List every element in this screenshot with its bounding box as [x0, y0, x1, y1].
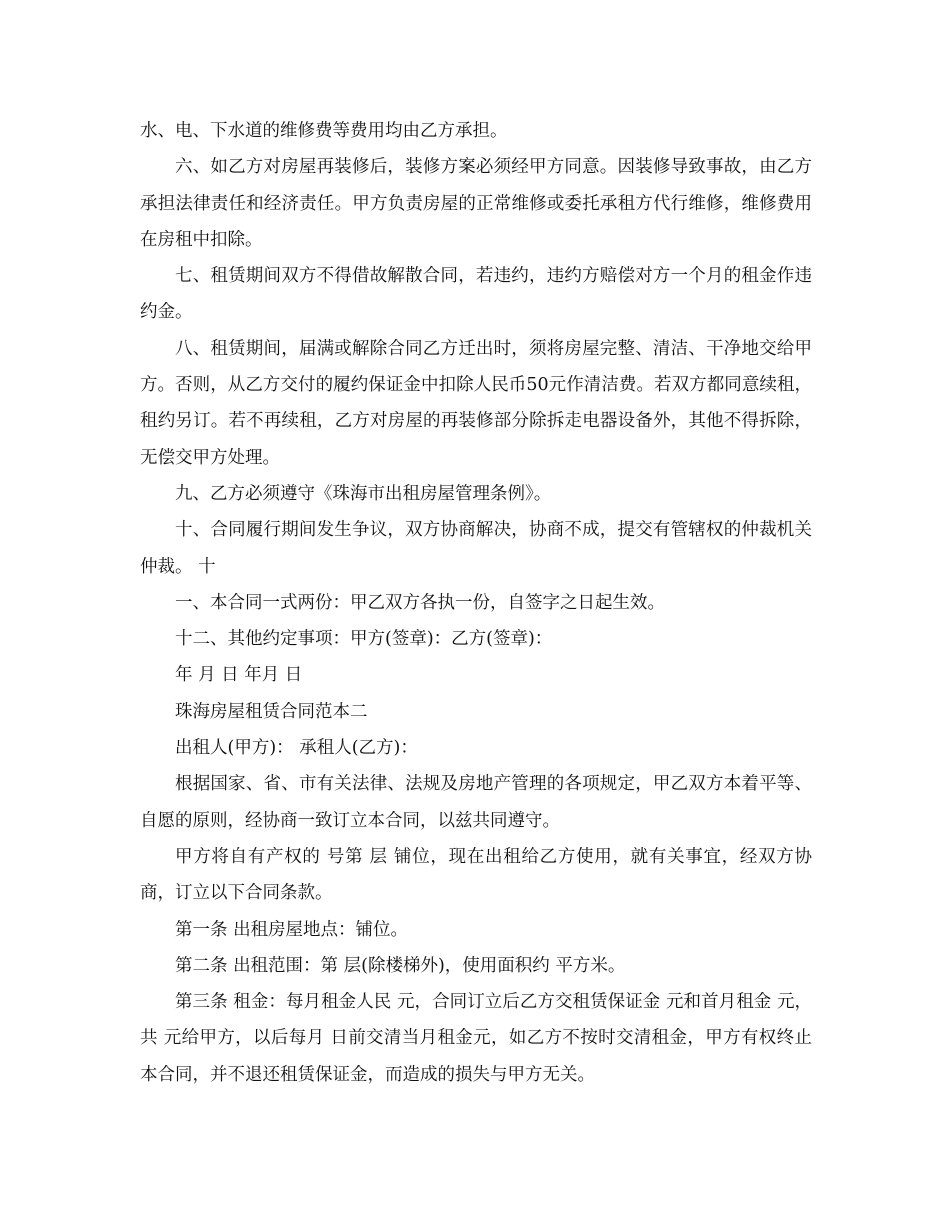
document-body — [140, 113, 812, 1093]
paragraph-article-1: 第一条 出租房屋地点：铺位。 — [175, 919, 409, 940]
paragraph-preamble: 根据国家、省、市有关法律、法规及房地产管理的各项规定，甲乙双方本着平等、自愿的原则，经协商一致订立本合同，以兹共同遵守。 — [140, 774, 812, 831]
paragraph-clause-12: 十二、其他约定事项：甲方(签章)：乙方(签章)： — [175, 629, 553, 650]
paragraph-clause-6: 六、如乙方对房屋再装修后，装修方案必须经甲方同意。因装修导致事故，由乙方承担法律责任和经济责任。甲方负责房屋的正常维修或委托承租方代行维修，维修费用在房租中扣除。 — [140, 157, 812, 250]
paragraph-article-2: 第二条 出租范围：第 层(除楼梯外)，使用面积约 平方米。 — [175, 955, 626, 976]
paragraph-date-line: 年 月 日 年月 日 — [175, 665, 303, 686]
paragraph-premises-intro: 甲方将自有产权的 号第 层 铺位，现在出租给乙方使用，就有关事宜，经双方协商，订立以下合同条款。 — [140, 846, 812, 904]
paragraph-parties: 出租人(甲方)： 承租人(乙方)： — [175, 738, 418, 759]
paragraph-clause-11: 一、本合同一式两份：甲乙双方各执一份，自签字之日起生效。 — [175, 592, 665, 613]
paragraph-clause-8: 八、租赁期间，届满或解除合同乙方迁出时，须将房屋完整、清洁、干净地交给甲方。否则，从乙方交付的履约保证金中扣除人民币50元作清洁费。若双方都同意续租，租约另订。若不再续租，乙方对房屋的再装修部分除拆走电器设备外，其他不得拆除，无偿交甲方处理。 — [140, 338, 812, 468]
paragraph-clause-10: 十、合同履行期间发生争议，双方协商解决，协商不成，提交有管辖权的仲裁机关仲裁。 十 — [140, 520, 812, 577]
paragraph-clause-9: 九、乙方必须遵守《珠海市出租房屋管理条例》。 — [175, 483, 552, 504]
paragraph-article-3: 第三条 租金：每月租金人民 元，合同订立后乙方交租赁保证金 元和首月租金 元，共 元给甲方，以后每月 日前交清当月租金元，如乙方不按时交清租金，甲方有权终止本合同，并不退还租赁保证金，而造成的损失与甲方无关。 — [140, 992, 812, 1085]
paragraph-water-electric-fees: 水、电、下水道的维修费等费用均由乙方承担。 — [140, 121, 508, 141]
paragraph-clause-7: 七、租赁期间双方不得借故解散合同，若违约，违约方赔偿对方一个月的租金作违约金。 — [140, 266, 812, 323]
section-title-template-2: 珠海房屋租赁合同范本二 — [175, 701, 368, 722]
